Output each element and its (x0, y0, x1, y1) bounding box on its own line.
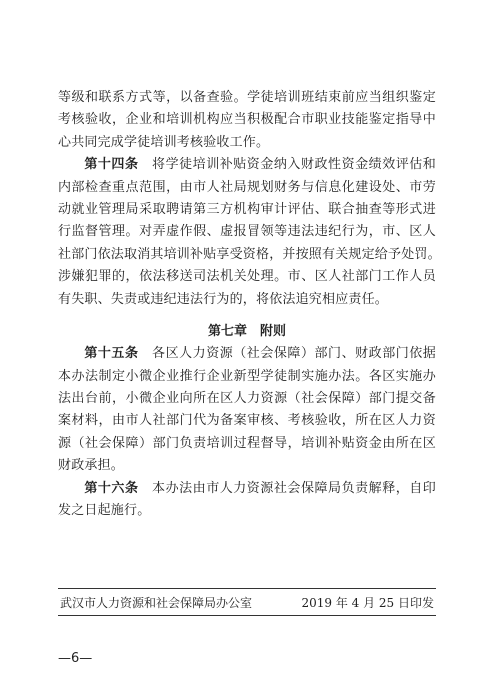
text-line: 本办法制定小微企业推行企业新型学徒制实施办法。各区实施办 (58, 368, 436, 384)
document-body (58, 87, 441, 522)
text-line: 行监督管理。对弄虚作假、虚报冒领等违法违纪行为，市、区人 (58, 224, 436, 240)
text-line: 有失职、失责或违纪违法行为的，将依法追究相应责任。 (58, 291, 389, 307)
text-line: 动就业管理局采取聘请第三方机构审计评估、联合抽查等形式进 (58, 201, 436, 217)
text-line: 心共同完成学徒培训考核验收工作。 (58, 134, 270, 150)
chapter-title: 第七章 附则 (207, 323, 286, 339)
text-line (58, 478, 436, 500)
text-line (58, 154, 436, 176)
text-line: 财政承担。 (58, 458, 125, 474)
text-line: 考核验收，企业和培训机构应当积极配合市职业技能鉴定指导中 (58, 112, 436, 128)
text-line (58, 343, 436, 365)
article-14 (58, 154, 441, 311)
paragraph-continued (58, 87, 436, 154)
page-number: —6— (58, 651, 93, 666)
article-heading: 第十六条 (84, 480, 139, 496)
text-line: 涉嫌犯罪的，依法移送司法机关处理。市、区人社部门工作人员 (58, 269, 436, 285)
text-line-part: 本办法由市人力资源社会保障局负责解释，自印 (152, 480, 437, 496)
article-heading: 第十四条 (84, 157, 139, 173)
text-line: 等级和联系方式等，以备查验。学徒培训班结束前应当组织鉴定 (58, 90, 436, 105)
article-16 (58, 478, 436, 523)
issuance-footer (58, 588, 436, 616)
issue-date: 2019 年 4 月 25 日印发 (301, 595, 434, 610)
text-line: 发之日起施行。 (58, 503, 151, 519)
issuer-name: 武汉市人力资源和社会保障局办公室 (60, 595, 253, 610)
text-line: 案材料，由市人社部门代为备案审核、考核验收，所在区人力资 (58, 413, 436, 429)
text-line: 源（社会保障）部门负责培训过程督导，培训补贴资金由所在区 (58, 435, 436, 451)
article-15 (58, 343, 436, 477)
text-line: 内部检查重点范围，由市人社局规划财务与信息化建设处、市劳 (58, 179, 436, 195)
text-line-part: 将学徒培训补贴资金纳入财政性资金绩效评估和 (152, 157, 437, 173)
text-line-part: 各区人力资源（社会保障）部门、财政部门依据 (152, 346, 437, 362)
text-line: 法出台前，小微企业向所在区人力资源（社会保障）部门提交备 (58, 391, 436, 407)
text-line: 社部门依法取消其培训补贴享受资格，并按照有关规定给予处罚。 (58, 246, 441, 262)
article-heading: 第十五条 (84, 346, 139, 362)
